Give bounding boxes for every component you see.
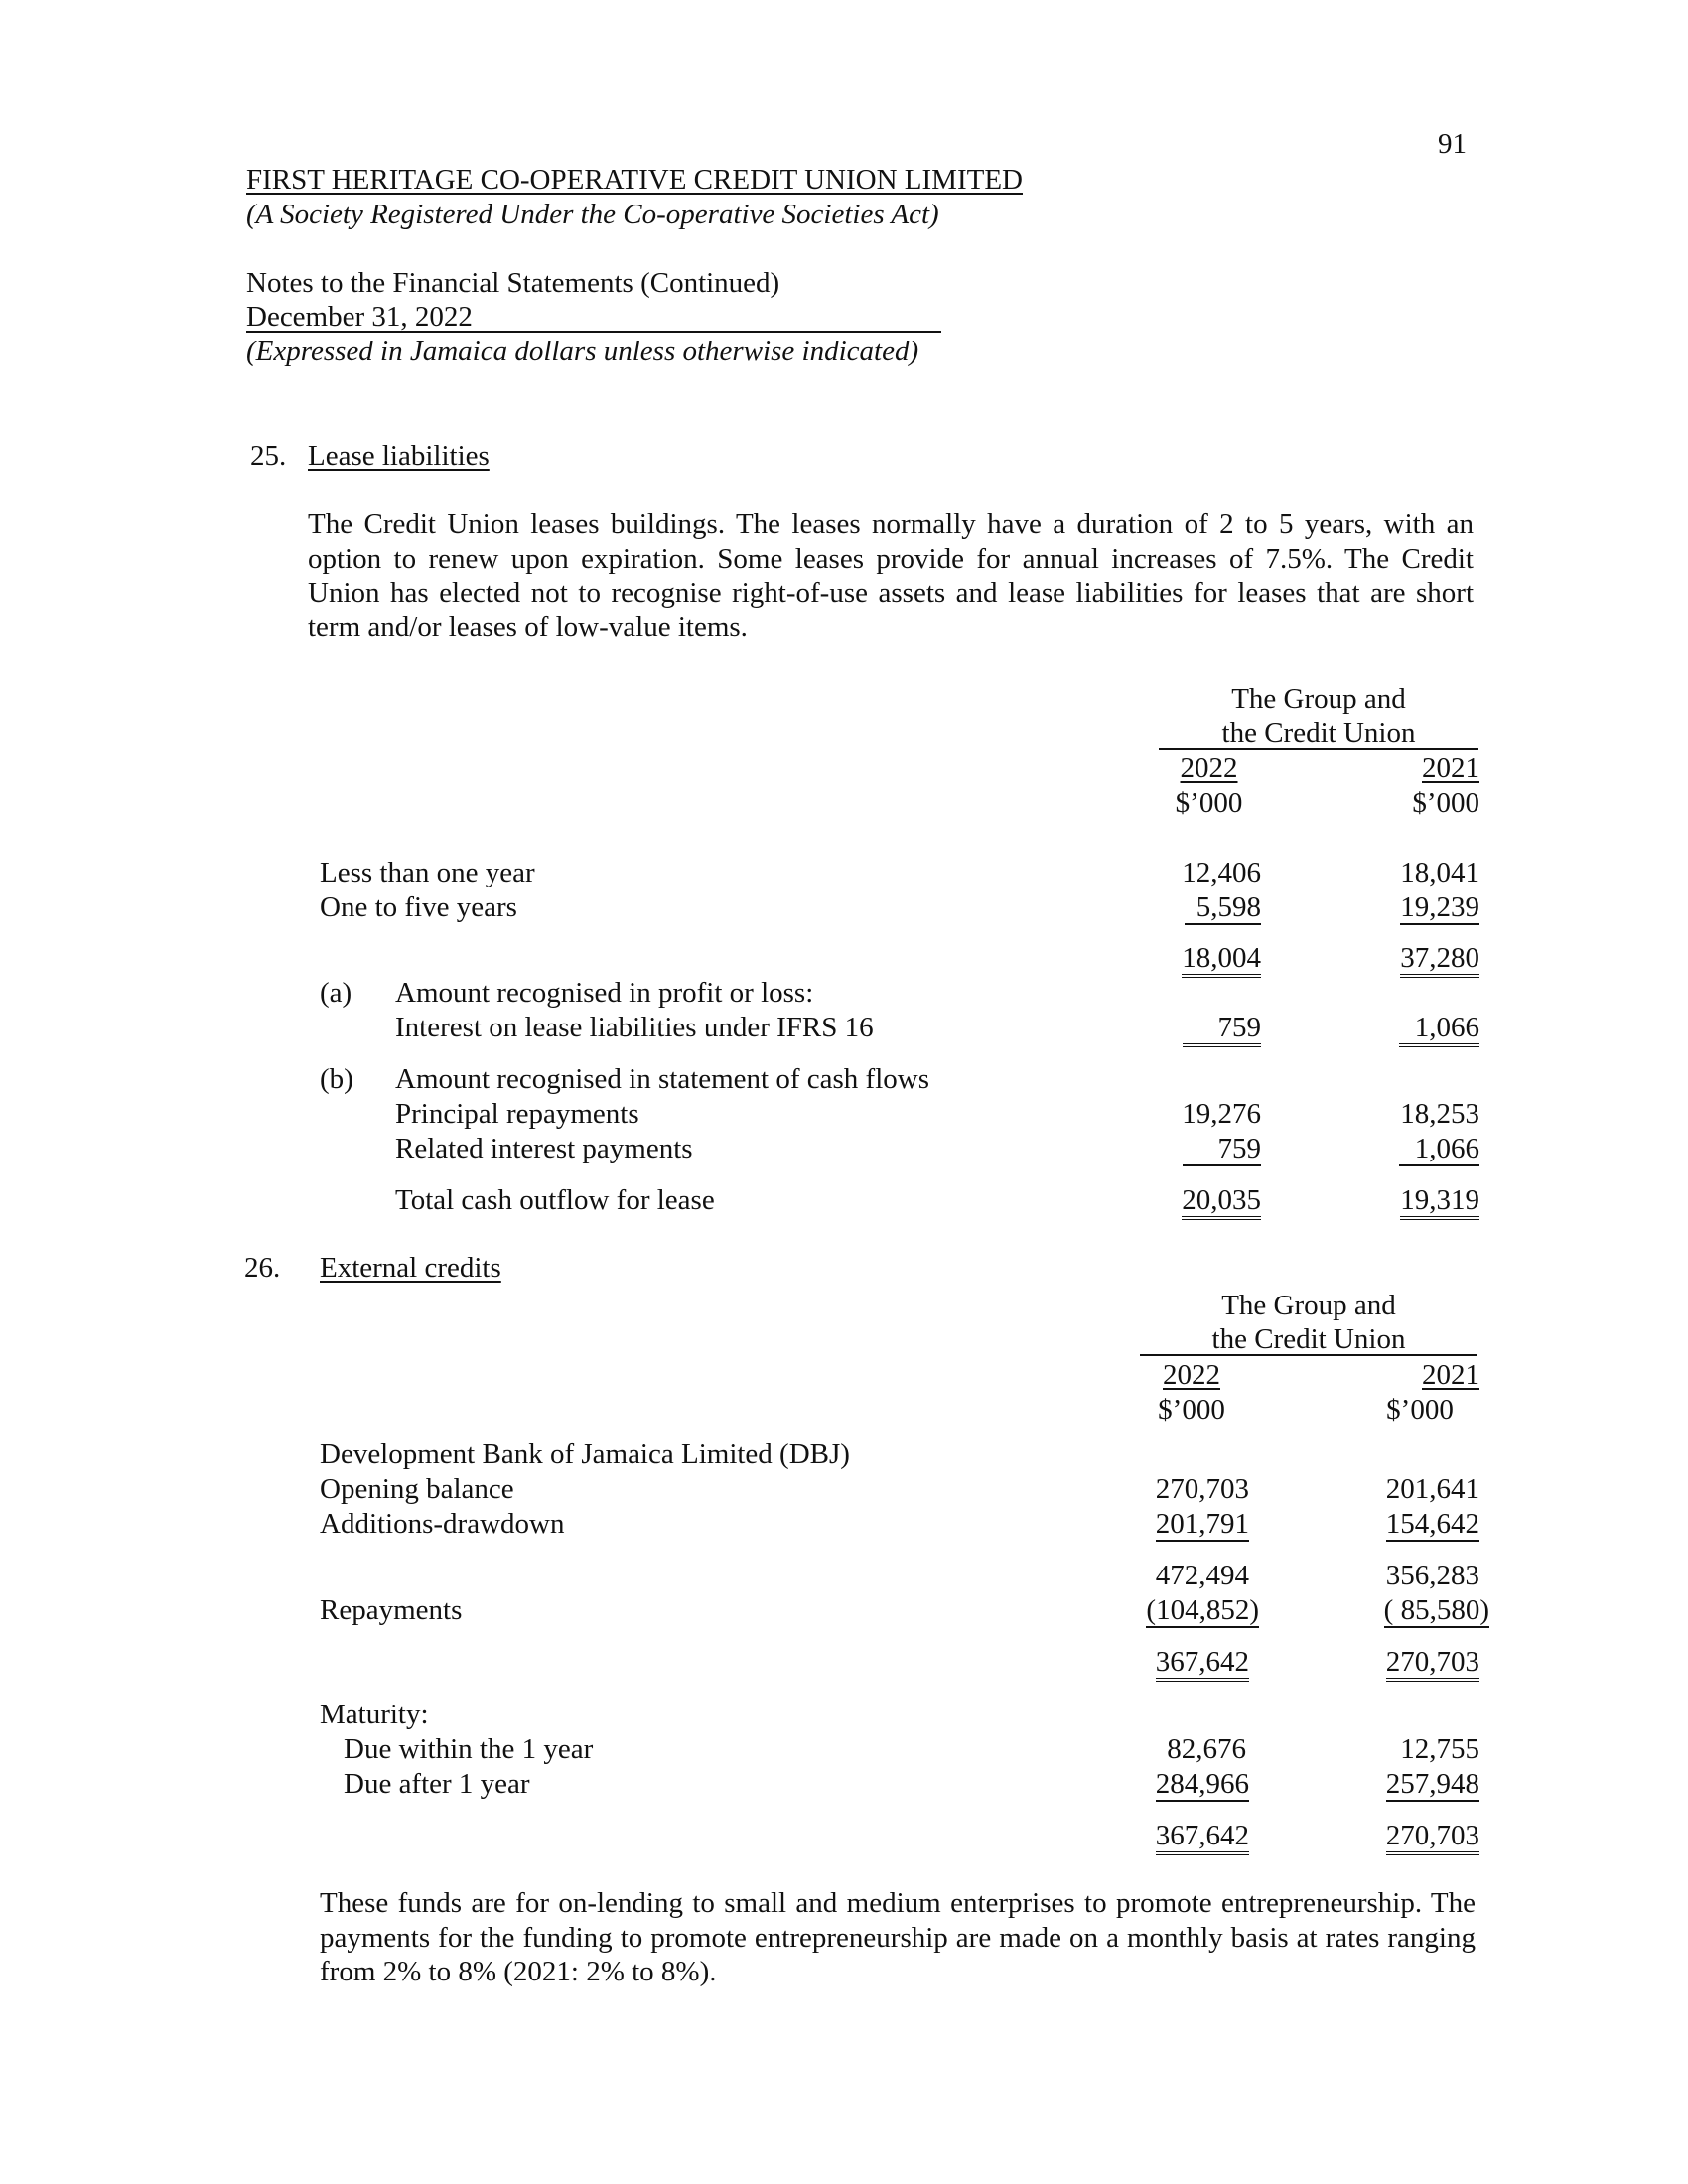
balance-2022: 367,642 [1112,1645,1249,1679]
due-within-2021: 12,755 [1400,1733,1479,1765]
section-b-principal-label: Principal repayments [395,1098,639,1130]
repayments-2021: ( 85,580) [1383,1594,1489,1626]
note25-group-header-1: The Group and [1231,683,1406,715]
note26-number: 26. [244,1252,281,1284]
due-within-2022: 82,676 [1167,1733,1246,1765]
section-b-total-2022: 20,035 [1152,1183,1261,1217]
row-less-than-one-year: Less than one year [320,857,535,888]
notes-title: Notes to the Financial Statements (Continued) [246,267,780,299]
opening-balance-2022: 270,703 [1155,1473,1249,1505]
section-b-total-2021: 19,319 [1360,1183,1479,1217]
section-a-interest-2021: 1,066 [1360,1011,1479,1044]
section-b-heading: Amount recognised in statement of cash flows [395,1063,929,1095]
one-to-five-years-2021: 19,239 [1400,891,1479,923]
section-b-interest-2021: 1,066 [1360,1132,1479,1165]
note26-group-header-1: The Group and [1221,1290,1396,1321]
note25-year-2021: 2021 [1422,752,1479,784]
opening-balance-2021: 201,641 [1385,1473,1479,1505]
section-a-heading: Amount recognised in profit or loss: [395,977,814,1009]
due-after-2021: 257,948 [1385,1768,1479,1800]
note25-number: 25. [250,440,287,472]
maturity-label: Maturity: [320,1699,429,1730]
section-b-total-label: Total cash outflow for lease [395,1184,715,1216]
note26-lender: Development Bank of Jamaica Limited (DBJ) [320,1438,850,1470]
note26-unit-2021: $’000 [1386,1394,1454,1426]
note25-paragraph: The Credit Union leases buildings. The leases normally have a duration of 2 to 5 years, with an option to renew upon expiration. Some leases provide for annual increases of 7.5%. The Credit Union has elected not to recognise right-of-use assets and lease liabilities for leases that are short term and/or leases of low-value items. [308,508,1474,643]
section-b-interest-2022: 759 [1172,1132,1261,1165]
note26-paragraph: These funds are for on-lending to small and medium enterprises to promote entrepreneurship. The payments for the funding to promote entrepreneurship are made on a monthly basis at rates ranging from 2% to 8% (2021: 2% to 8%). [320,1887,1476,1987]
note26-group-header-2: the Credit Union [1211,1323,1406,1355]
repayments-2022: (104,852) [1146,1594,1259,1626]
company-subtitle: (A Society Registered Under the Co-operative Societies Act) [246,199,939,230]
section-b-marker: (b) [320,1063,353,1095]
page-number: 91 [1438,128,1467,160]
note26-header-rule [1140,1354,1477,1356]
header-rule [246,331,941,333]
due-within-label: Due within the 1 year [344,1733,594,1765]
balance-2021: 270,703 [1340,1645,1479,1679]
row-one-to-five-years: One to five years [320,891,517,923]
additions-label: Additions-drawdown [320,1508,565,1540]
subtotal-2021: 356,283 [1385,1560,1479,1591]
section-b-principal-2021: 18,253 [1400,1098,1479,1130]
note25-title: Lease liabilities [308,440,490,472]
note26-title: External credits [320,1252,501,1284]
company-name: FIRST HERITAGE CO-OPERATIVE CREDIT UNION LIMITED [246,164,1023,196]
note25-unit-2022: $’000 [1175,787,1243,819]
note25-group-header-2: the Credit Union [1221,717,1416,749]
note26-year-2022: 2022 [1163,1359,1220,1391]
less-than-one-year-2021: 18,041 [1400,857,1479,888]
additions-2022: 201,791 [1155,1508,1249,1540]
due-after-label: Due after 1 year [344,1768,530,1800]
lease-total-2022: 18,004 [1152,941,1261,975]
currency-note: (Expressed in Jamaica dollars unless otherwise indicated) [246,336,919,367]
one-to-five-years-2022: 5,598 [1172,890,1261,924]
note25-unit-2021: $’000 [1412,787,1479,819]
maturity-total-2022: 367,642 [1112,1819,1249,1852]
note25-year-2022: 2022 [1180,752,1238,784]
note26-year-2021: 2021 [1422,1359,1479,1391]
less-than-one-year-2022: 12,406 [1182,857,1261,888]
maturity-total-2021: 270,703 [1340,1819,1479,1852]
repayments-label: Repayments [320,1594,463,1626]
subtotal-2022: 472,494 [1155,1560,1249,1591]
section-a-marker: (a) [320,977,352,1009]
opening-balance-label: Opening balance [320,1473,514,1505]
note26-unit-2022: $’000 [1158,1394,1225,1426]
section-b-principal-2022: 19,276 [1182,1098,1261,1130]
lease-total-2021: 37,280 [1360,941,1479,975]
section-a-interest-label: Interest on lease liabilities under IFRS 16 [395,1012,874,1043]
note25-header-rule [1159,748,1478,750]
section-b-interest-label: Related interest payments [395,1133,693,1164]
additions-2021: 154,642 [1385,1508,1479,1540]
due-after-2022: 284,966 [1155,1768,1249,1800]
statement-date: December 31, 2022 [246,301,473,333]
section-a-interest-2022: 759 [1172,1011,1261,1044]
